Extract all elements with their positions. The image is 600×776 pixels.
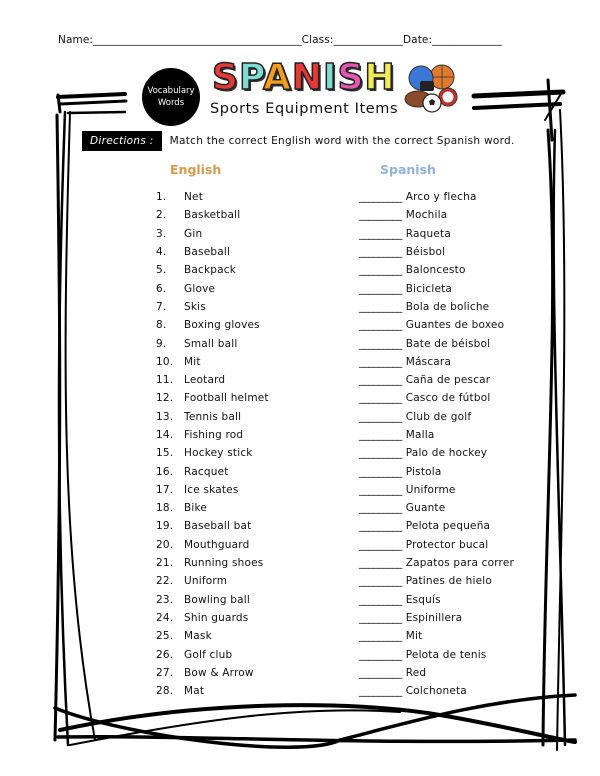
english-list-item (156, 279, 269, 297)
spanish-word: Palo de hockey (405, 447, 488, 460)
spanish-list-item (359, 609, 514, 627)
answer-blank[interactable]: _________ (359, 300, 402, 313)
item-number: 26. (156, 648, 174, 661)
item-number: 19. (156, 520, 174, 533)
spanish-column-heading: Spanish (380, 162, 436, 177)
title-letter: P (238, 57, 264, 98)
spanish-word: Mochila (405, 209, 448, 222)
english-word: Shin guards (184, 611, 249, 624)
answer-blank[interactable]: _________ (359, 666, 402, 679)
english-word: Bow & Arrow (184, 666, 254, 679)
class-label: Class: (301, 34, 334, 46)
answer-blank[interactable]: _________ (359, 319, 402, 332)
item-number: 22. (156, 575, 174, 588)
english-word: Running shoes (184, 557, 264, 570)
english-word: Backpack (184, 264, 237, 277)
spanish-word: Guantes de boxeo (405, 319, 505, 332)
item-number: 16. (156, 465, 174, 478)
title-letter: S (337, 57, 365, 98)
spanish-word: Pelota pequeña (405, 520, 491, 533)
date-label: Date: (403, 34, 433, 46)
english-list-item (156, 609, 269, 627)
spanish-word: Zapatos para correr (405, 557, 515, 570)
spanish-list-item (359, 188, 514, 206)
english-word: Ice skates (184, 483, 239, 496)
spanish-word: Casco de fútbol (405, 392, 491, 405)
name-field[interactable]: _______________________________________ (93, 34, 302, 46)
spanish-word: Patines de hielo (405, 575, 493, 588)
answer-blank[interactable]: _________ (359, 465, 402, 478)
spanish-word: Pelota de tenis (405, 648, 487, 661)
item-number: 3. (156, 227, 167, 240)
answer-blank[interactable]: _________ (359, 447, 402, 460)
answer-blank[interactable]: _________ (359, 611, 402, 624)
english-list-item (156, 664, 269, 682)
english-list-item (156, 298, 269, 316)
english-list-item (156, 426, 269, 444)
english-word: Glove (184, 282, 216, 295)
english-list-item (156, 554, 269, 572)
date-field[interactable]: _____________ (432, 34, 502, 46)
item-number: 8. (156, 319, 167, 332)
english-word: Gin (184, 227, 203, 240)
spanish-word: Bate de béisbol (405, 337, 491, 350)
spanish-word: Colchoneta (405, 685, 467, 698)
english-list-item (156, 353, 269, 371)
english-list-item (156, 682, 269, 700)
item-number: 15. (156, 447, 174, 460)
item-number: 10. (156, 355, 174, 368)
answer-blank[interactable]: _________ (359, 374, 402, 387)
spanish-word: Máscara (405, 355, 452, 368)
spanish-word: Malla (405, 429, 435, 441)
answer-blank[interactable]: _________ (359, 227, 402, 240)
english-word: Baseball bat (184, 520, 252, 533)
item-number: 23. (156, 593, 174, 606)
english-list-item (156, 408, 269, 426)
spanish-word: Bola de boliche (405, 300, 490, 313)
spanish-word: Esquís (405, 593, 441, 606)
spanish-list-item (359, 316, 514, 334)
spanish-word: Club de golf (405, 410, 472, 423)
badge-line1: Vocabulary (147, 86, 195, 96)
spanish-list-item (359, 591, 514, 609)
item-number: 28. (156, 685, 174, 698)
spanish-word: Red (405, 666, 427, 679)
english-word: Fishing rod (184, 429, 244, 441)
spanish-list-item (359, 225, 514, 243)
spanish-list-item (359, 664, 514, 682)
english-word: Mit (184, 355, 201, 368)
spanish-word: Protector bucal (405, 538, 489, 551)
spanish-word: Caña de pescar (405, 374, 491, 387)
answer-blank[interactable]: _________ (359, 575, 402, 588)
answer-blank[interactable]: _________ (359, 282, 402, 295)
spanish-word: Uniforme (405, 483, 456, 496)
english-word: Leotard (184, 374, 226, 387)
english-list-item (156, 334, 269, 352)
item-number: 27. (156, 666, 174, 679)
spanish-word: Béisbol (405, 246, 446, 259)
english-word: Small ball (184, 337, 238, 350)
item-number: 7. (156, 300, 167, 313)
spanish-list-item (359, 334, 514, 352)
answer-blank[interactable]: _________ (359, 483, 402, 496)
spanish-word: Espinillera (405, 611, 463, 624)
page-subtitle: Sports Equipment Items (210, 101, 399, 117)
spanish-list-item (359, 481, 514, 499)
english-list-item (156, 188, 269, 206)
english-list-item (156, 261, 269, 279)
english-word: Mask (184, 630, 212, 643)
spanish-list-item (359, 243, 514, 261)
answer-blank[interactable]: _________ (359, 502, 402, 515)
answer-blank[interactable]: _________ (359, 410, 402, 423)
english-list-item (156, 389, 269, 407)
english-list-item (156, 371, 269, 389)
item-number: 24. (156, 611, 174, 624)
english-list-item (156, 243, 269, 261)
english-list-item (156, 627, 269, 645)
english-word: Skis (184, 300, 206, 313)
spanish-list-item (359, 627, 514, 645)
english-word: Boxing gloves (184, 319, 260, 332)
item-number: 2. (156, 209, 167, 222)
english-list-item (156, 481, 269, 499)
student-info-line (58, 34, 542, 46)
spanish-list-item (359, 389, 514, 407)
directions-bar (82, 131, 515, 151)
directions-label: Directions : (82, 131, 162, 151)
english-list-item (156, 645, 269, 663)
item-number: 1. (156, 191, 167, 204)
answer-blank[interactable]: _________ (359, 209, 402, 222)
directions-text: Match the correct English word with the correct Spanish word. (169, 135, 515, 147)
english-word: Uniform (184, 575, 228, 588)
spanish-list-item (359, 554, 514, 572)
spanish-list-item (359, 536, 514, 554)
badge-line2: Words (157, 98, 185, 108)
item-number: 13. (156, 410, 174, 423)
english-list-item (156, 572, 269, 590)
item-number: 20. (156, 538, 174, 551)
title-letter: A (263, 57, 292, 98)
spanish-list-item (359, 682, 514, 700)
english-word: Mat (184, 685, 205, 698)
title-letter: H (364, 57, 396, 98)
sports-balls-icon (404, 63, 464, 113)
english-word: Baseball (184, 246, 231, 259)
spanish-word: Guante (405, 502, 446, 515)
english-word: Net (184, 191, 204, 204)
item-number: 18. (156, 502, 174, 515)
page-title-spanish (212, 58, 396, 98)
answer-blank[interactable]: _________ (359, 392, 402, 405)
spanish-word: Bicicleta (405, 282, 453, 295)
answer-blank[interactable]: _________ (359, 355, 402, 368)
spanish-word: Mit (405, 630, 423, 643)
spanish-list-item (359, 426, 514, 444)
spanish-list-item (359, 517, 514, 535)
spanish-list-item (359, 353, 514, 371)
english-list-item (156, 316, 269, 334)
answer-blank[interactable]: _________ (359, 557, 402, 570)
answer-blank[interactable]: _________ (359, 264, 402, 277)
title-letter: I (323, 57, 338, 98)
item-number: 6. (156, 282, 167, 295)
item-number: 25. (156, 630, 174, 643)
spanish-word-list (359, 188, 514, 700)
english-word-list (156, 188, 269, 700)
english-word: Tennis ball (184, 410, 242, 423)
english-list-item (156, 206, 269, 224)
spanish-list-item (359, 279, 514, 297)
spanish-list-item (359, 499, 514, 517)
spanish-list-item (359, 371, 514, 389)
spanish-word: Raqueta (405, 227, 451, 240)
answer-blank[interactable]: _________ (359, 191, 402, 204)
english-list-item (156, 499, 269, 517)
english-list-item (156, 591, 269, 609)
spanish-list-item (359, 408, 514, 426)
item-number: 17. (156, 483, 174, 496)
english-list-item (156, 444, 269, 462)
answer-blank[interactable]: _________ (359, 429, 402, 441)
english-list-item (156, 536, 269, 554)
answer-blank[interactable]: _________ (359, 630, 402, 643)
answer-blank[interactable]: _________ (359, 593, 402, 606)
item-number: 12. (156, 392, 174, 405)
english-list-item (156, 517, 269, 535)
spanish-list-item (359, 261, 514, 279)
english-word: Racquet (184, 465, 229, 478)
item-number: 21. (156, 557, 174, 570)
spanish-list-item (359, 206, 514, 224)
answer-blank[interactable]: _________ (359, 538, 402, 551)
title-letter: S (212, 57, 239, 98)
spanish-list-item (359, 444, 514, 462)
english-word: Mouthguard (184, 538, 250, 551)
english-word: Bowling ball (184, 593, 251, 606)
spanish-list-item (359, 572, 514, 590)
item-number: 11. (156, 374, 174, 387)
english-word: Football helmet (184, 392, 269, 405)
name-label: Name: (58, 34, 94, 46)
answer-blank[interactable]: _________ (359, 685, 402, 698)
vocabulary-words-badge (142, 68, 200, 126)
spanish-list-item (359, 645, 514, 663)
english-list-item (156, 462, 269, 480)
english-word: Golf club (184, 648, 233, 661)
answer-blank[interactable]: _________ (359, 337, 402, 350)
answer-blank[interactable]: _________ (359, 648, 402, 661)
spanish-word: Baloncesto (405, 264, 466, 277)
spanish-list-item (359, 462, 514, 480)
english-word: Bike (184, 502, 208, 515)
item-number: 4. (156, 246, 167, 259)
spanish-word: Pistola (405, 465, 442, 478)
title-letter: N (291, 57, 324, 98)
english-word: Hockey stick (184, 447, 253, 460)
item-number: 9. (156, 337, 167, 350)
answer-blank[interactable]: _________ (359, 246, 402, 259)
english-list-item (156, 225, 269, 243)
item-number: 14. (156, 429, 174, 441)
english-column-heading: English (170, 162, 222, 177)
item-number: 5. (156, 264, 167, 277)
class-field[interactable]: _____________ (333, 34, 403, 46)
spanish-list-item (359, 298, 514, 316)
spanish-word: Arco y flecha (405, 191, 477, 204)
english-word: Basketball (184, 209, 241, 222)
answer-blank[interactable]: _________ (359, 520, 402, 533)
